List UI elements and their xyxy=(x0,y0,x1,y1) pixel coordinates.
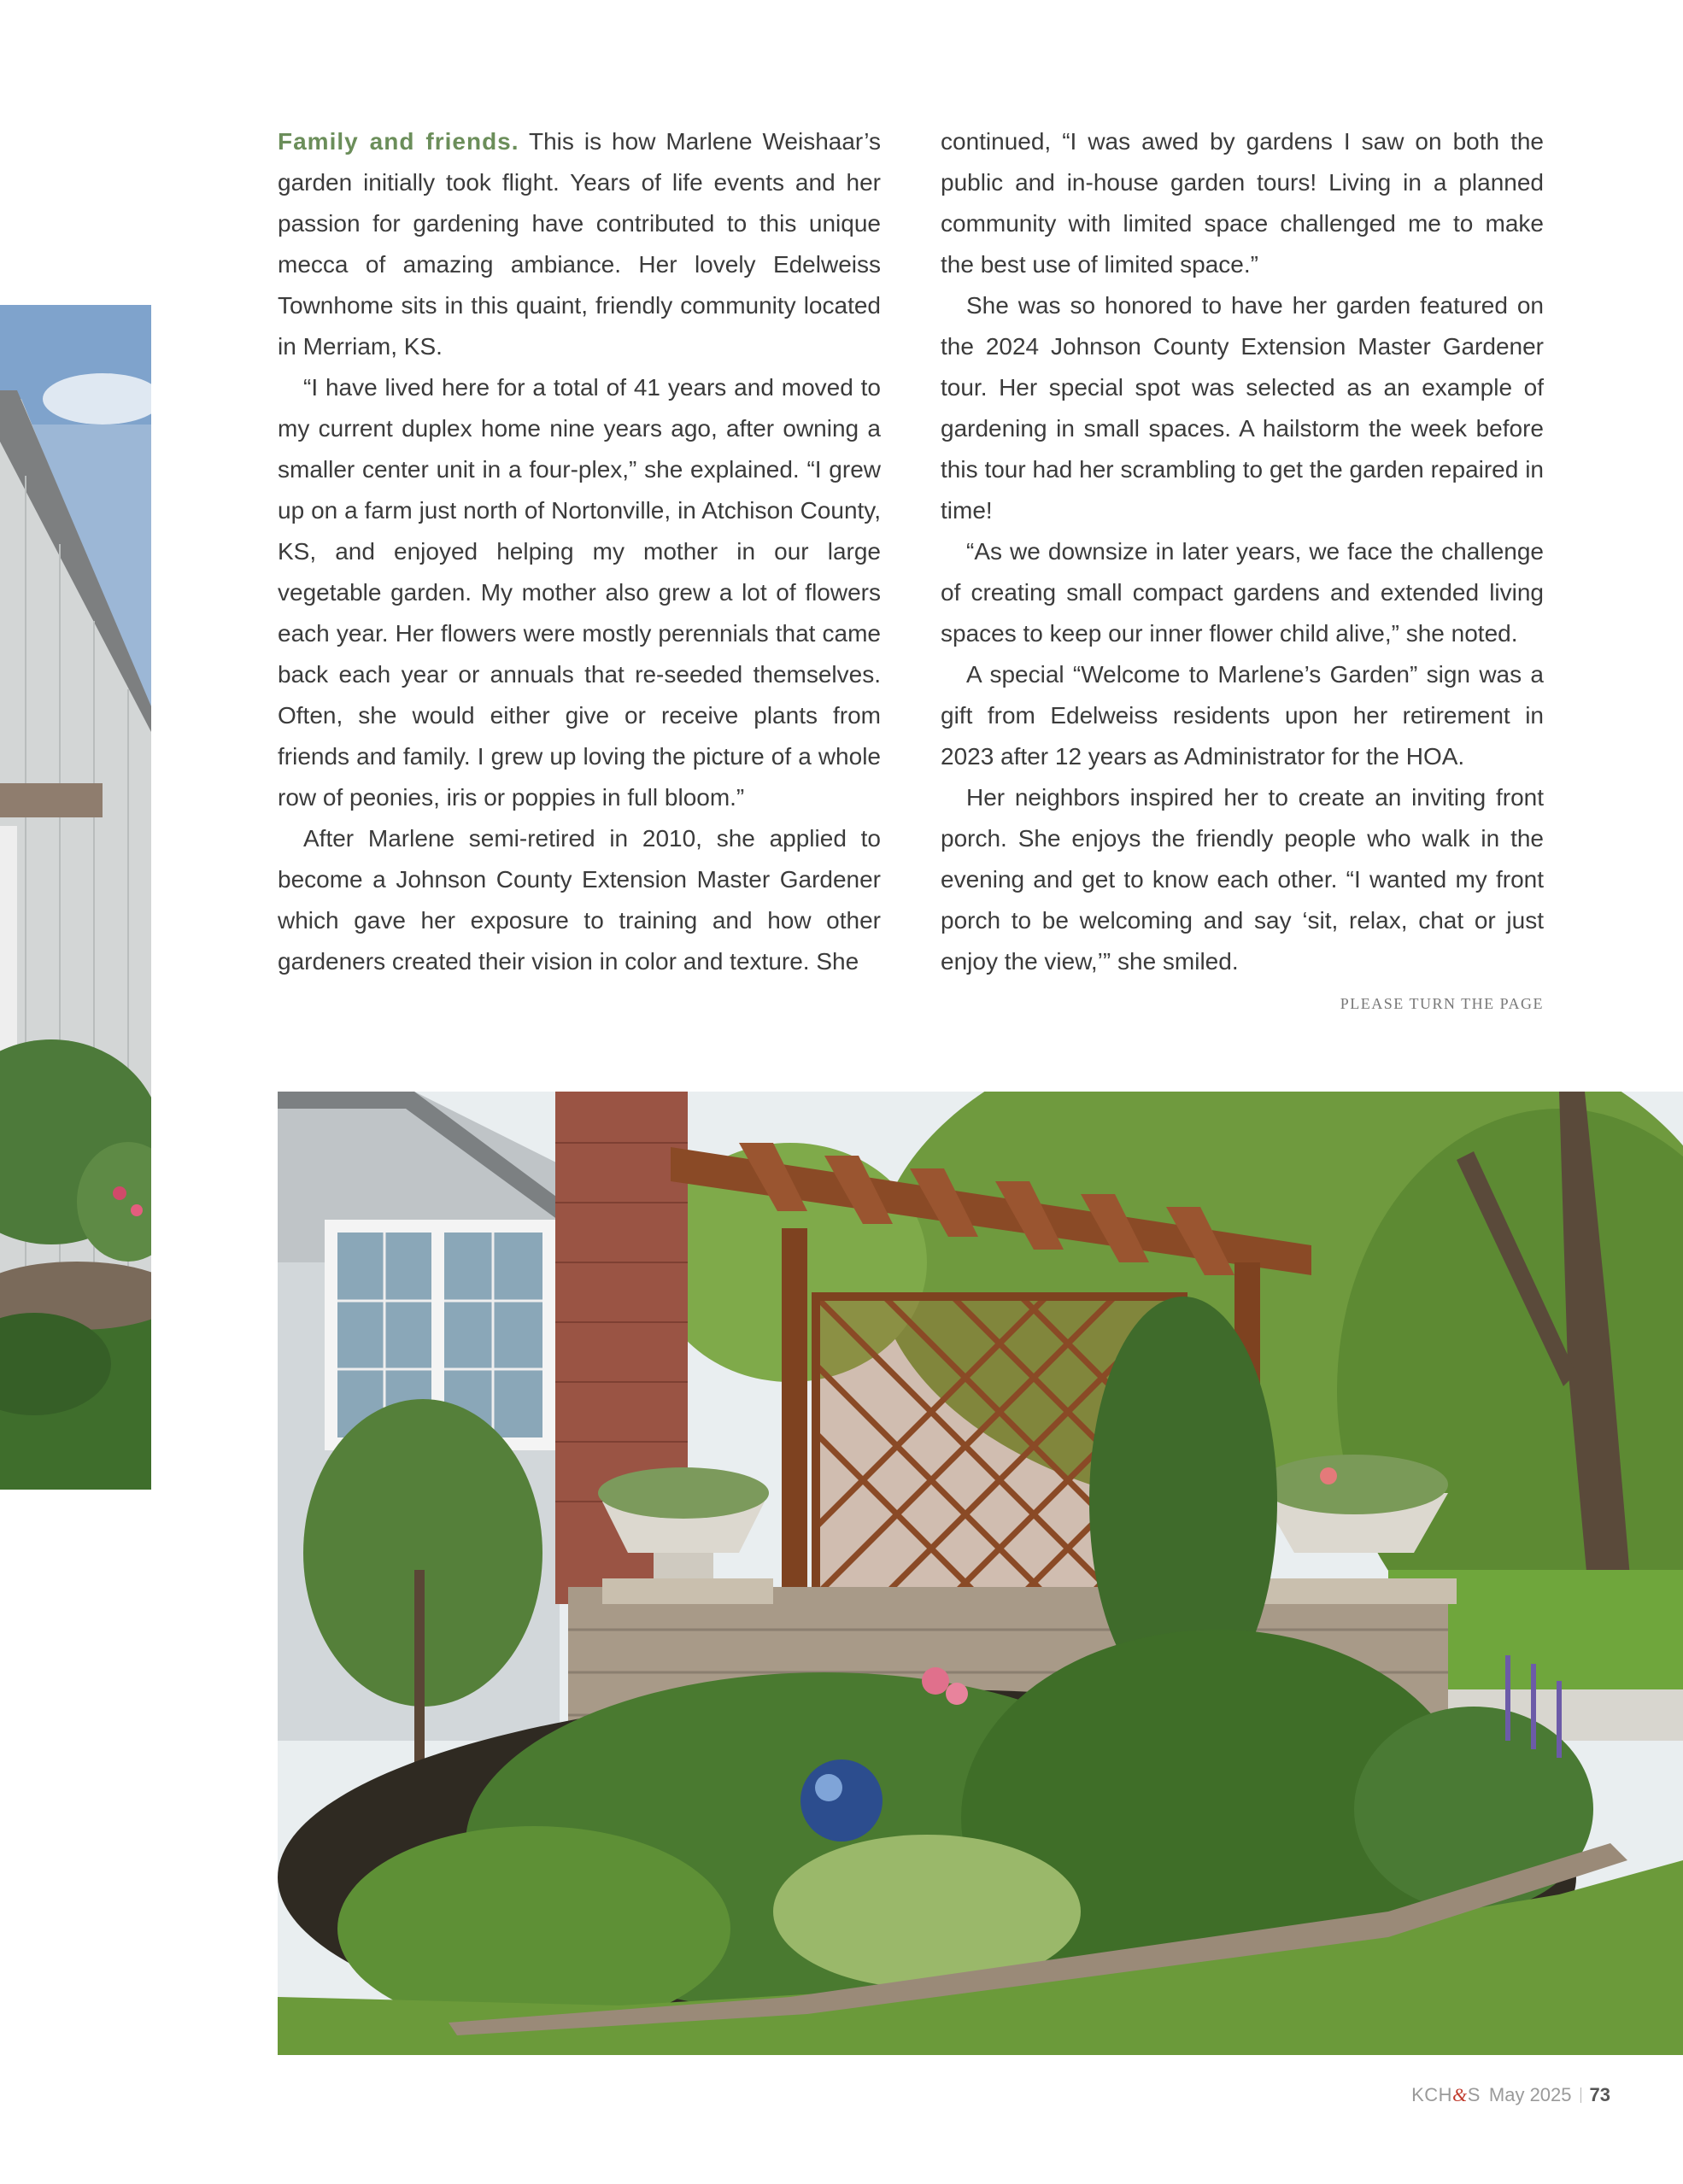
paragraph: continued, “I was awed by gardens I saw on both the public and in-house garden tours! Living in a planned community with limited space challenged me to make the best use of limited space.” xyxy=(941,128,1544,278)
paragraph: She was so honored to have her garden featured on the 2024 Johnson County Extension Master Gardener tour. Her special spot was selected as an example of gardening in small spaces. A hailstorm the week before this tour had her scrambling to get the garden repaired in time! xyxy=(941,292,1544,524)
paragraph xyxy=(278,121,881,367)
issue-date: May 2025 xyxy=(1488,2084,1572,2105)
lead-in: Family and friends. xyxy=(278,128,519,155)
footer-divider xyxy=(1580,2087,1581,2103)
left-house-photo xyxy=(0,305,151,1490)
turn-page-label: PLEASE TURN THE PAGE xyxy=(1340,995,1544,1012)
article-column-right xyxy=(941,121,1544,982)
garden-pergola-photo xyxy=(278,1092,1683,2055)
paragraph-text: This is how Marlene Weishaar’s garden initially took flight. Years of life events and her passion for gardening have contributed to this unique mecca of amazing ambiance. Her lovely Edelweiss Townhome sits in this quaint, friendly community located in Merriam, KS. xyxy=(278,128,882,360)
magazine-brand: KCH&S xyxy=(1411,2084,1481,2105)
page-number: 73 xyxy=(1589,2084,1610,2105)
paragraph: A special “Welcome to Marlene’s Garden” sign was a gift from Edelweiss residents upon her retirement in 2023 after 12 years as Administrator for the HOA. xyxy=(941,661,1544,770)
article-column-left xyxy=(278,121,881,982)
paragraph: “I have lived here for a total of 41 years and moved to my current duplex home nine years ago, after owning a smaller center unit in a four-plex,” she explained. “I grew up on a farm just north of Nortonville, in Atchison County, KS, and enjoyed helping my mother in our large vegetable garden. My mother also grew a lot of flowers each year. Her flowers were mostly perennials that came back each year or annuals that re-seeded themselves. Often, she would either give or receive plants from friends and family. I grew up loving the picture of a whole row of peonies, iris or poppies in full bloom.” xyxy=(278,374,881,811)
page-footer xyxy=(1411,2084,1610,2106)
paragraph: After Marlene semi-retired in 2010, she applied to become a Johnson County Extension Master Gardener which gave her exposure to training and how other gardeners created their vision in color and texture. She xyxy=(278,825,881,975)
paragraph: “As we downsize in later years, we face the challenge of creating small compact gardens and extended living spaces to keep our inner flower child alive,” she noted. xyxy=(941,538,1544,647)
paragraph: Her neighbors inspired her to create an inviting front porch. She enjoys the friendly people who walk in the evening and get to know each other. “I wanted my front porch to be welcoming and say ‘sit, relax, chat or just enjoy the view,’” she smiled. xyxy=(941,784,1544,975)
